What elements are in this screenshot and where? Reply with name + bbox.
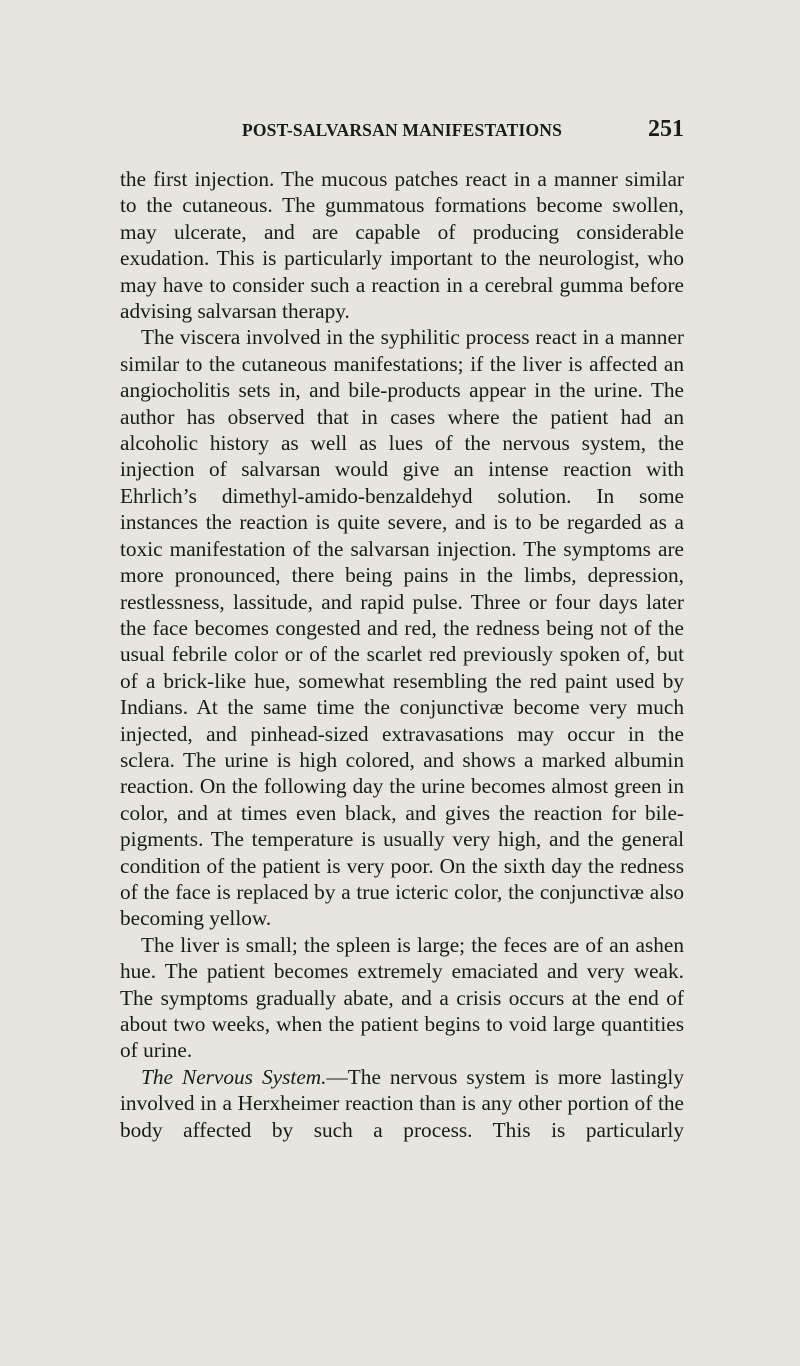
page-number: 251 (648, 116, 684, 142)
paragraph-viscera: The viscera involved in the syphilitic process react in a manner similar to the cutaneous manifestations; if the liver is affected an angiocholitis sets in, and bile-products appear in the urine. The author has observed that in cases where the patient had an alcoholic history as well as lues of the nervous system, the injection of salvarsan would give an intense reaction with Ehrlich’s dimethyl-amido-benzaldehyd solution. In some instances the reaction is quite severe, and is to be regarded as a toxic manifestation of the salvarsan injection. The symptoms are more pronounced, there being pains in the limbs, depression, restlessness, lassitude, and rapid pulse. Three or four days later the face becomes congested and red, the redness being not of the usual febrile color or of the scarlet red previously spoken of, but of a brick-like hue, somewhat resembling the red paint used by Indians. At the same time the conjunctivæ become very much injected, and pinhead-sized extravasations may occur in the sclera. The urine is high colored, and shows a marked albumin reaction. On the following day the urine becomes almost green in color, and at times even black, and gives the reaction for bile-pigments. The temperature is usually very high, and the general condition of the patient is very poor. On the sixth day the redness of the face is replaced by a true icteric color, the conjunctivæ also becoming yellow. (120, 325, 684, 931)
paragraph-liver: The liver is small; the spleen is large; the feces are of an ashen hue. The patient becomes extremely emaciated and very weak. The symptoms gradually abate, and a crisis occurs at the end of about two weeks, when the patient begins to void large quantities of urine. (120, 932, 684, 1063)
section-heading: The Nervous System. (141, 1064, 327, 1089)
section-text: The nervous system is more lastingly involved in a Herxheimer reaction than is any other portion of the body affected by such a process. This is particularly (120, 1064, 684, 1142)
running-head-title: POST-SALVARSAN MANIFESTATIONS (241, 120, 563, 140)
section-dash: — (326, 1064, 348, 1089)
paragraph-nervous-system (120, 1064, 684, 1143)
running-head (120, 116, 684, 144)
paragraph-continued: the first injection. The mucous patches react in a manner similar to the cutaneous. The gummatous formations become swollen, may ulcerate, and are capable of producing considerable exudation. This is particularly important to the neurologist, who may have to consider such a reaction in a cerebral gumma before advising salvarsan therapy. (120, 167, 684, 324)
body-text (120, 166, 684, 1143)
